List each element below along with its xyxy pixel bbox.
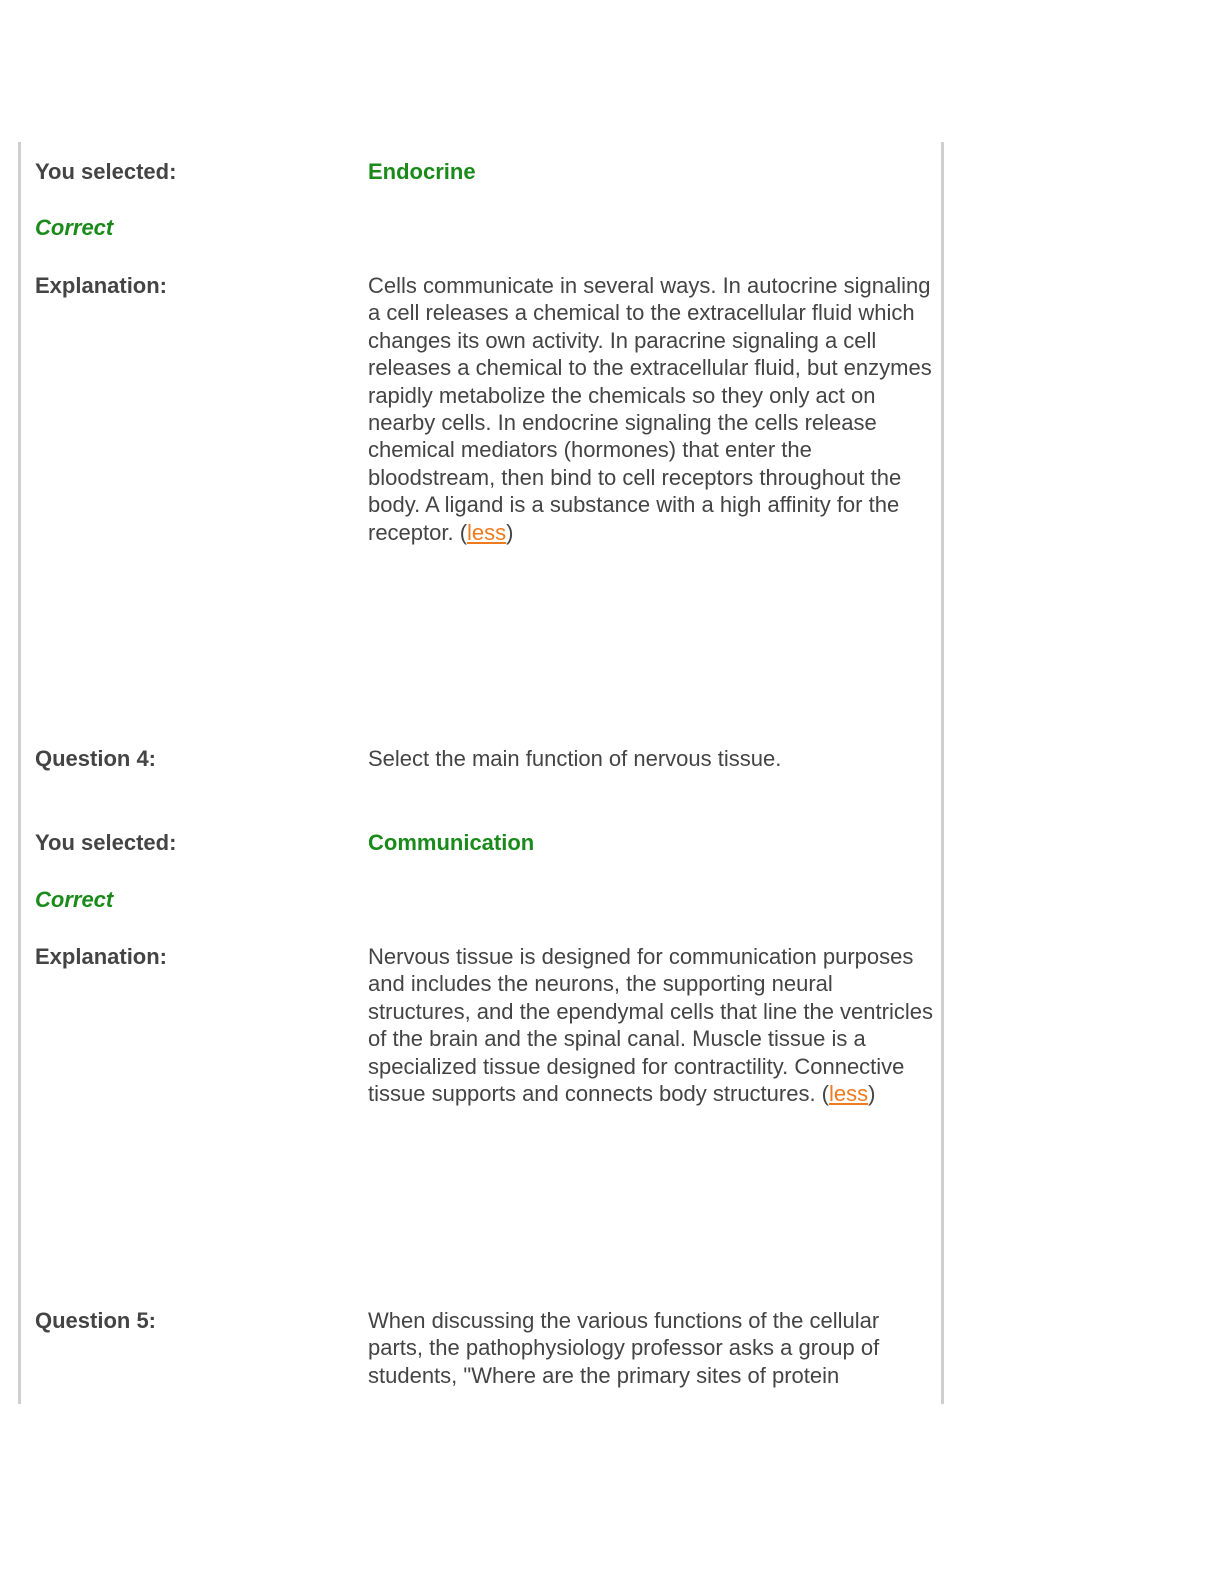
question-5-label: Question 5: xyxy=(35,1308,157,1333)
explanation-text xyxy=(368,272,936,546)
explanation-close: ) xyxy=(868,1081,876,1107)
explanation-label: Explanation: xyxy=(35,273,168,298)
explanation-text xyxy=(368,943,936,1107)
quiz-results-panel xyxy=(18,142,944,1404)
you-selected-label: You selected: xyxy=(35,159,177,184)
explanation-close: ) xyxy=(506,519,514,545)
correct-status: Correct xyxy=(35,887,114,912)
you-selected-label: You selected: xyxy=(35,830,177,855)
selected-answer: Communication xyxy=(368,830,535,855)
less-link[interactable]: less xyxy=(829,1081,869,1107)
selected-answer: Endocrine xyxy=(368,159,476,184)
correct-status: Correct xyxy=(35,215,114,240)
question-4-text: Select the main function of nervous tissue. xyxy=(368,746,782,771)
explanation-label: Explanation: xyxy=(35,944,168,969)
question-5-text: When discussing the various functions of the cellular parts, the pathophysiology professor asks a group of students, "Where are the primary sites of protein xyxy=(368,1308,880,1388)
explanation-body: Cells communicate in several ways. In autocrine signaling a cell releases a chemical to the extracellular fluid which changes its own activity. In paracrine signaling a cell releases a chemical to the extracellular fluid, but enzymes rapidly metabolize the chemicals so they only act on nearby cells. In endocrine signaling the cells release chemical mediators (hormones) that enter the bloodstream, then bind to cell receptors throughout the body. A ligand is a substance with a high affinity for the receptor. ( xyxy=(368,273,932,545)
less-link[interactable]: less xyxy=(467,519,507,545)
explanation-body: Nervous tissue is designed for communication purposes and includes the neurons, the supporting neural structures, and the ependymal cells that line the ventricles of the brain and the spinal canal. Muscle tissue is a specialized tissue designed for contractility. Connective tissue supports and connects body structures. ( xyxy=(368,944,933,1107)
question-4-label: Question 4: xyxy=(35,746,157,771)
